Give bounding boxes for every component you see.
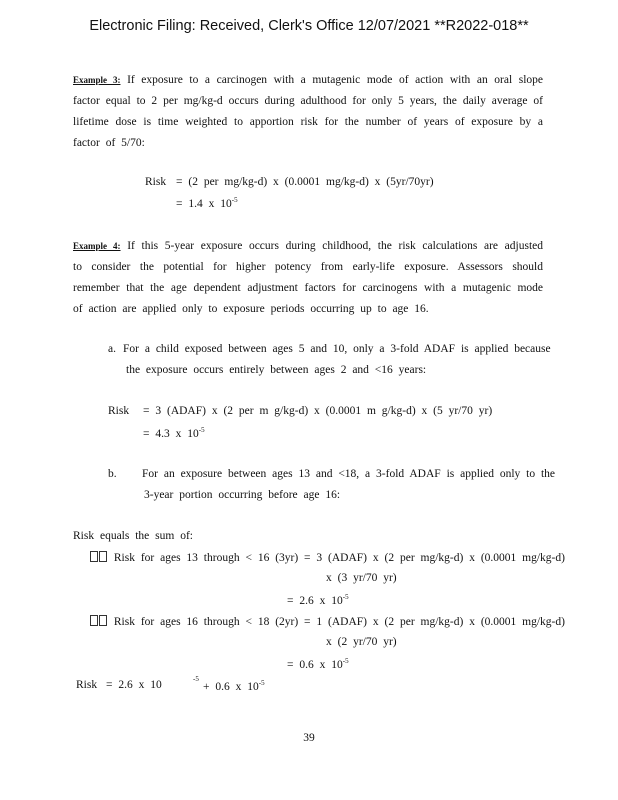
checkbox-icon <box>90 551 98 562</box>
sum-row-2: Risk for ages 16 through < 18 (2yr) = 1 (ADAF) x (2 per mg/kg-d) x (0.0001 mg/kg-d) <box>90 615 565 628</box>
example-3-text: If exposure to a carcinogen with a mutagenic mode of action with an oral slope factor equal to 2 per mg/kg-d occurs during adulthood for only 5 years, the daily average of lifetime dose is time weighted to apportion risk for the number of years of exposure by a factor of 5/70: <box>73 74 544 149</box>
risk-a-result: = 4.3 x $10^{-5}$ <box>143 426 205 440</box>
total-risk-part-2: + 0.6 x $10^{-5}$ <box>203 679 265 693</box>
example-4-text: If this 5-year exposure occurs during childhood, the risk calculations are adjusted to consider the potential for higher potency from early-life exposure. Assessors should remember that the age dependent adjustment factors for carcinogens with a mutagenic mode of action are applied only to exposure periods occurring up to age 16. <box>73 240 544 315</box>
item-a-marker: a. <box>108 343 116 355</box>
item-b-line-2: 3-year portion occurring before age 16: <box>144 489 341 501</box>
item-b-marker: b. <box>108 468 117 480</box>
risk-a-label: Risk <box>108 405 130 417</box>
example-4-paragraph <box>73 236 543 320</box>
example-3-risk-label: Risk <box>145 176 167 188</box>
page-number: 39 <box>303 732 315 744</box>
example-3-paragraph <box>73 70 543 154</box>
sum-intro: Risk equals the sum of: <box>73 530 193 542</box>
total-risk-exp-1: -5 <box>193 675 199 683</box>
checkbox-icon <box>90 615 98 626</box>
sum-row-1-result: = 2.6 x $10^{-5}$ <box>287 593 349 607</box>
example-3-formula: = (2 per mg/kg-d) x (0.0001 mg/kg-d) x (5yr/70yr) <box>176 176 434 188</box>
example-3-label: Example 3: <box>73 75 121 85</box>
item-b-line-1: For an exposure between ages 13 and <18, a 3-fold ADAF is applied only to the <box>142 468 556 480</box>
checkbox-icon <box>99 615 107 626</box>
sum-row-2-line-2: x (2 yr/70 yr) <box>326 636 397 648</box>
total-risk-part-1: = 2.6 x 10 <box>106 679 162 691</box>
example-3-result: = 1.4 x $10^{-5}$ <box>176 196 238 210</box>
sum-row-2-result: = 0.6 x $10^{-5}$ <box>287 657 349 671</box>
checkbox-icon <box>99 551 107 562</box>
item-a-line-2: the exposure occurs entirely between ages 2 and <16 years: <box>126 364 427 376</box>
total-risk-label: Risk <box>76 679 98 691</box>
risk-a-formula: = 3 (ADAF) x (2 per m g/kg-d) x (0.0001 m g/kg-d) x (5 yr/70 yr) <box>143 405 493 417</box>
example-4-label: Example 4: <box>73 241 121 251</box>
sum-row-1-line-2: x (3 yr/70 yr) <box>326 572 397 584</box>
sum-row-1: Risk for ages 13 through < 16 (3yr) = 3 (ADAF) x (2 per mg/kg-d) x (0.0001 mg/kg-d) <box>90 551 565 564</box>
filing-header: Electronic Filing: Received, Clerk's Office 12/07/2021 **R2022-018** <box>89 18 529 34</box>
item-a-line-1: For a child exposed between ages 5 and 10, only a 3-fold ADAF is applied because <box>123 343 551 355</box>
